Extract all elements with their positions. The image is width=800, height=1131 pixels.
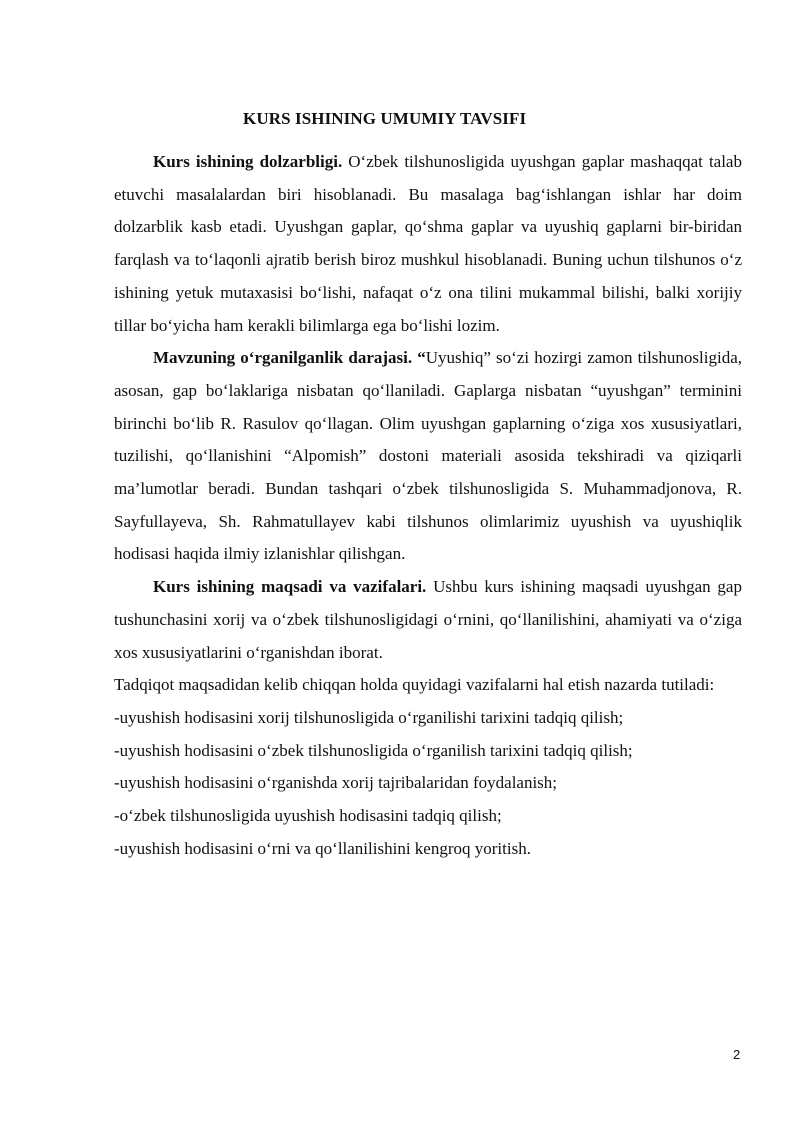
paragraph-relevance [114, 146, 742, 342]
paragraph-text: Ushbu kurs ishining maqsadi uyushgan gap tushunchasini xorij va o‘zbek tilshunosligidagi o‘rnini, qo‘llanilishini, ahamiyati va o‘ziga xos xususiyatlarini o‘rganishdan iborat. [114, 577, 742, 662]
paragraph-heading: Kurs ishining dolzarbligi. [153, 152, 343, 171]
paragraph-study-level [114, 342, 742, 571]
tasks-intro: Tadqiqot maqsadidan kelib chiqqan holda quyidagi vazifalarni hal etish nazarda tutiladi: [114, 675, 715, 695]
paragraph-text: Uyushiq” so‘zi hozirgi zamon tilshunosligida, asosan, gap bo‘laklariga nisbatan qo‘llaniladi. Gaplarga nisbatan “uyushgan” terminini birinchi bo‘lib R. Rasulov qo‘llagan. Olim uyushgan gaplarning o‘ziga xos xususiyatlari, tuzilishi, qo‘llanishini “Alpomish” dostoni materiali asosida tekshiradi va qiziqarli ma’lumotlar beradi. Bundan tashqari o‘zbek tilshunosligida S. Muhammadjonova, R. Sayfullayeva, Sh. Rahmatullayev kabi tilshunos olimlarimiz uyushish va uyushiqlik hodisasi haqida ilmiy izlanishlar qilishgan. [114, 348, 742, 564]
task-item: -uyushish hodisasini xorij tilshunosligida o‘rganilishi tarixini tadqiq qilish; [114, 707, 624, 727]
task-item: -uyushish hodisasini o‘rni va qo‘llanilishini kengroq yoritish. [114, 838, 531, 858]
task-item: -o‘zbek tilshunosligida uyushish hodisasini tadqiq qilish; [114, 806, 502, 826]
task-item: -uyushish hodisasini o‘rganishda xorij tajribalaridan foydalanish; [114, 773, 558, 793]
paragraph-heading: Mavzuning o‘rganilganlik darajasi. “ [153, 348, 426, 368]
paragraph-text: O‘zbek tilshunosligida uyushgan gaplar mashaqqat talab etuvchi masalalardan biri hisoblanadi. Bu masalaga bag‘ishlangan ishlar har doim dolzarblik kasb etadi. Uyushgan gaplar, qo‘shma gaplar va uyushiq gaplarni bir-biridan farqlash va to‘laqonli ajratib berish biroz mushkul hisoblanadi. Buning uchun tilshunos o‘z ishining yetuk mutaxasisi bo‘lishi, nafaqat o‘z ona tilini mukammal bilishi, balki xorijiy tillar bo‘yicha ham kerakli bilimlarga ega bo‘lishi lozim. [114, 152, 742, 335]
task-item: -uyushish hodisasini o‘zbek tilshunosligida o‘rganilish tarixini tadqiq qilish; [114, 740, 633, 760]
paragraph-heading: Kurs ishining maqsadi va vazifalari. [153, 577, 427, 597]
page-number: 2 [733, 1047, 741, 1062]
page-title: KURS ISHINING UMUMIY TAVSIFI [243, 109, 527, 128]
body-text [114, 146, 742, 865]
paragraph-goals [114, 571, 742, 669]
